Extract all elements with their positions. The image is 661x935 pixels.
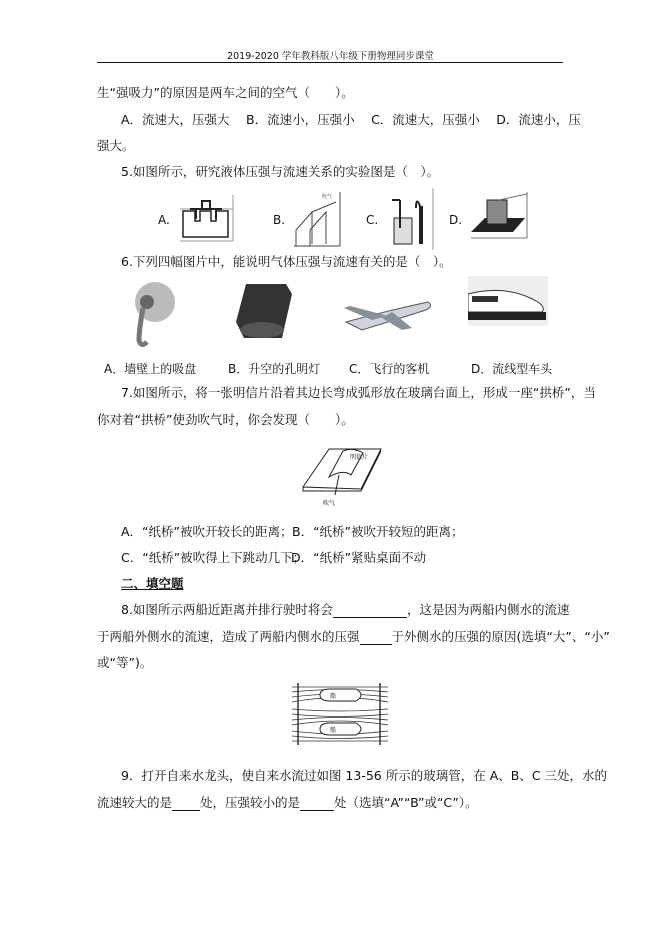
q8-text-part1: 8.如图所示两船近距离并排行驶时将会 — [121, 602, 333, 617]
q8-line3: 或“等”)。 — [97, 655, 153, 670]
q5-figure-a — [178, 195, 236, 243]
q8-text-part2: ，这是因为两船内侧水的流速 — [406, 602, 570, 617]
q8-line2 — [97, 629, 610, 645]
q6-stem: 6.下列四幅图片中，能说明气体压强与流速有关的是（ ）。 — [121, 254, 452, 269]
q9-line1: 9．打开自来水龙头，使自来水流过如图 13-56 所示的玻璃管，在 A、B、C 三处，水的 — [121, 768, 608, 783]
q8-line1 — [121, 602, 569, 618]
q8-blank-1[interactable] — [333, 605, 407, 618]
sky-lantern-image — [232, 282, 294, 344]
q4-options: A．流速大，压强大 B．流速小，压强小 C．流速大，压强小 D．流速小，压 — [121, 112, 581, 127]
q7-stem-line2: 你对着“拱桥”使劲吹气时，你会发现（ ）。 — [97, 412, 354, 427]
boat-label-top: 船 — [330, 693, 337, 700]
header-rule — [97, 62, 563, 63]
q7-option-d: D．“纸桥”紧贴桌面不动 — [291, 550, 427, 565]
q5-fig-b-text: 吹气 — [322, 194, 333, 200]
q7-fig-card-text: 明信片 — [350, 454, 369, 461]
suction-cup-image — [125, 278, 177, 350]
q9-line2 — [97, 795, 478, 811]
q7-option-a: A．“纸桥”被吹开较长的距离； — [121, 524, 293, 539]
q6-caption-d: D．流线型车头 — [471, 362, 553, 376]
q9-blank-1[interactable] — [172, 798, 200, 811]
q5-label-d: D. — [449, 213, 463, 227]
q6-caption-c: C．飞行的客机 — [349, 362, 430, 376]
q5-label-a: A. — [158, 213, 170, 227]
q6-caption-b: B．升空的孔明灯 — [228, 362, 321, 376]
q5-label-c: C. — [366, 213, 379, 227]
q7-stem-line1: 7.如图所示，将一张明信片沿着其边长弯成弧形放在玻璃台面上，形成一座“拱桥”，当 — [121, 385, 596, 400]
q8-text-line2a: 于两船外侧水的流速，造成了两船内侧水的压强 — [97, 629, 360, 644]
q4-options-cont: 强大。 — [97, 138, 135, 153]
q8-figure-boats — [290, 683, 390, 745]
q8-text-line2b: 于外侧水的压强的原因(选填“大”、“小” — [391, 629, 610, 644]
q4-stem-cont: 生“强吸力”的原因是两车之间的空气（ ）。 — [97, 85, 354, 100]
q7-fig-blow-text: 吹气 — [323, 500, 336, 507]
q9-text-b: 处，压强较小的是 — [200, 795, 301, 810]
boat-label-bottom: 船 — [330, 727, 337, 734]
q6-caption-a: A．墙壁上的吸盘 — [104, 362, 197, 376]
q8-blank-2[interactable] — [360, 632, 392, 645]
page-header: 2019-2020 学年教科版八年级下册物理同步课堂 — [227, 51, 434, 62]
q9-text-a: 流速较大的是 — [97, 795, 173, 810]
q7-option-c: C．“纸桥”被吹得上下跳动几下； — [121, 550, 306, 565]
airliner-image — [342, 288, 434, 338]
q5-label-b: B. — [273, 213, 286, 227]
q7-figure-postcard — [295, 443, 385, 509]
section-heading-fill-in: 二、填空题 — [121, 576, 184, 591]
bullet-train-image — [468, 276, 548, 326]
q5-stem: 5.如图所示，研究液体压强与流速关系的实验图是（ ）。 — [121, 164, 440, 179]
q5-figure-c — [386, 188, 434, 250]
q9-blank-2[interactable] — [300, 798, 334, 811]
q5-figure-d — [469, 192, 529, 240]
q7-option-b: B．“纸桥”被吹开较短的距离； — [292, 524, 464, 539]
q9-text-c: 处（选填“A”“B”或“C”）。 — [334, 795, 478, 810]
q5-figure-b — [292, 190, 344, 248]
